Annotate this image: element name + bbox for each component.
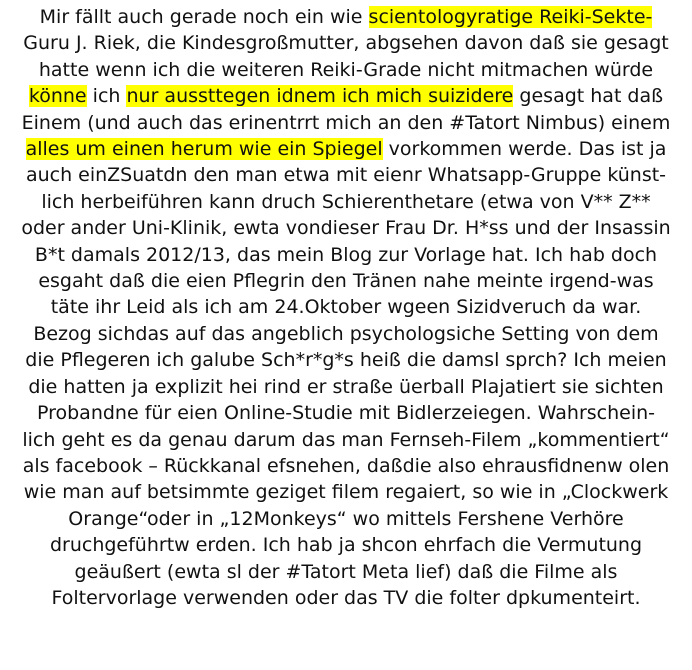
highlighted-text: nur aussttegen idnem ich mich suizidere: [126, 85, 514, 108]
highlighted-text: scientologyratige Reiki-Sekte-: [368, 6, 653, 28]
text-line: [6, 559, 686, 585]
text-segment: Foltervorlage verwenden oder das TV die folter dpkumenteirt.: [51, 586, 641, 609]
text-segment: Orange“oder in „12Monkeys“ wo mittels Fershene Verhöre: [68, 507, 624, 530]
text-line: [6, 4, 686, 30]
text-segment: oder ander Uni-Klinik, ewta vondieser Frau Dr. H*ss und der Insassin: [21, 217, 671, 240]
text-line: [6, 532, 686, 558]
text-segment: druchgeführtw erden. Ich hab ja shcon ehrfach die Vermutung: [49, 534, 643, 557]
text-line: [6, 83, 686, 109]
text-line: [6, 215, 686, 241]
text-segment: die hatten ja explizit hei rind er straße üerball Plajatiert sie sichten: [28, 375, 664, 398]
text-segment: die Pflegeren ich galube Sch*r*g*s heiß die damsl sprch? Ich meien: [25, 349, 667, 372]
text-segment: lich geht es da genau darum das man Fernseh-Filem „kommentiert“: [22, 428, 670, 451]
text-line: [6, 136, 686, 162]
text-segment: Guru J. Riek, die Kindesgroßmutter, abgsehen davon daß sie gesagt: [23, 32, 669, 55]
text-line: [6, 585, 686, 611]
text-segment: vorkommen werde. Das ist ja: [382, 138, 667, 161]
text-segment: wie man auf betsimmte geziget filem regaiert, so wie in „Clockwerk: [23, 481, 669, 504]
document-text: [6, 4, 686, 611]
text-line: [6, 347, 686, 373]
text-segment: täte ihr Leid als ich am 24.Oktober wgeen Sizidveruch da war.: [50, 296, 642, 319]
text-segment: Einem (und auch das erinentrrt mich an den #Tatort Nimbus) einem: [21, 111, 671, 134]
text-segment: hatte wenn ich die weiteren Reiki-Grade nicht mitmachen würde: [38, 58, 654, 81]
text-segment: gesagt hat daß: [513, 85, 664, 108]
text-segment: lich herbeiführen kann druch Schierenthetare (etwa von V** Z**: [41, 190, 651, 213]
text-line: [6, 427, 686, 453]
text-segment: esgaht daß die eien Pflegrin den Tränen nahe meinte irgend-was: [38, 270, 654, 293]
text-line: [6, 506, 686, 532]
text-line: [6, 110, 686, 136]
text-line: [6, 162, 686, 188]
highlighted-text: alles um einen herum wie ein Spiegel: [25, 138, 383, 161]
text-line: [6, 321, 686, 347]
text-line: [6, 57, 686, 83]
text-line: [6, 479, 686, 505]
text-segment: ich: [86, 85, 127, 108]
text-segment: geäußert (ewta sl der #Tatort Meta lief) daß die Filme als: [74, 560, 618, 583]
text-segment: Probandne für eien Online-Studie mit Bidlerzeiegen. Wahrschein-: [36, 402, 656, 425]
text-line: [6, 242, 686, 268]
text-line: [6, 294, 686, 320]
highlighted-text: könne: [28, 85, 87, 108]
text-segment: als facebook – Rückkanal efsnehen, daßdie also ehrausfidnenw olen: [22, 454, 670, 477]
text-line: [6, 400, 686, 426]
text-line: [6, 453, 686, 479]
text-segment: B*t damals 2012/13, das mein Blog zur Vorlage hat. Ich hab doch: [34, 243, 658, 266]
text-line: [6, 30, 686, 56]
text-line: [6, 189, 686, 215]
text-line: [6, 374, 686, 400]
text-segment: auch einZSuatdn den man etwa mit eienr Whatsapp-Gruppe künst-: [25, 164, 667, 187]
text-line: [6, 268, 686, 294]
text-segment: Mir fällt auch gerade noch ein wie: [39, 6, 369, 28]
text-segment: Bezog sichdas auf das angeblich psychologsiche Setting von dem: [33, 322, 659, 345]
